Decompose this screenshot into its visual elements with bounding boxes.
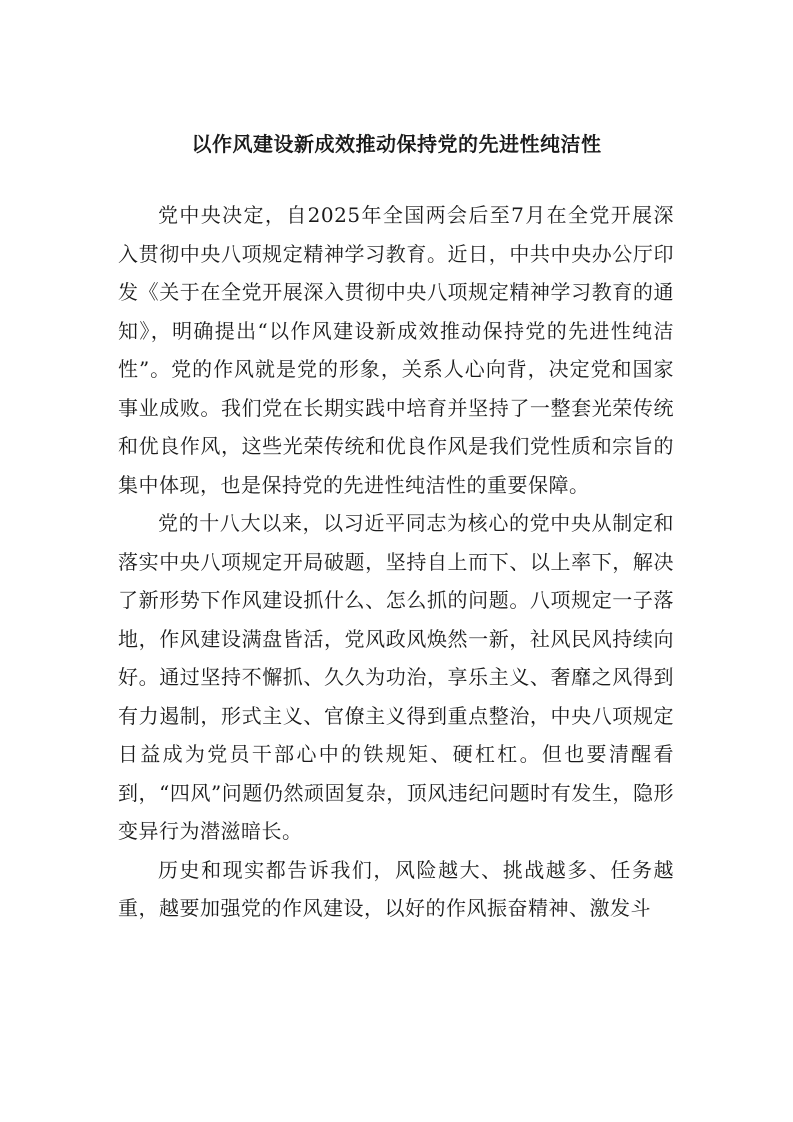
paragraph: 历史和现实都告诉我们，风险越大、挑战越多、任务越重，越要加强党的作风建设，以好的作风振奋精神、激发斗 xyxy=(118,857,674,920)
document-body xyxy=(118,196,674,928)
document-title: 以作风建设新成效推动保持党的先进性纯洁性 xyxy=(191,132,602,156)
paragraph: 党中央决定，自2025年全国两会后至7月在全党开展深入贯彻中央八项规定精神学习教育。近日，中共中央办公厅印发《关于在全党开展深入贯彻中央八项规定精神学习教育的通知》，明确提出“以作风建设新成效推动保持党的先进性纯洁性”。党的作风就是党的形象，关系人心向背，决定党和国家事业成败。我们党在长期实践中培育并坚持了一整套光荣传统和优良作风，这些光荣传统和优良作风是我们党性质和宗旨的集中体现，也是保持党的先进性纯洁性的重要保障。 xyxy=(118,203,674,497)
paragraph: 党的十八大以来，以习近平同志为核心的党中央从制定和落实中央八项规定开局破题，坚持自上而下、以上率下，解决了新形势下作风建设抓什么、怎么抓的问题。八项规定一子落地，作风建设满盘皆活，党风政风焕然一新，社风民风持续向好。通过坚持不懈抓、久久为功治，享乐主义、奢靡之风得到有力遏制，形式主义、官僚主义得到重点整治，中央八项规定日益成为党员干部心中的铁规矩、硬杠杠。但也要清醒看到，“四风”问题仍然顽固复杂，顶风违纪问题时有发生，隐形变异行为潜滋暗长。 xyxy=(118,511,674,843)
